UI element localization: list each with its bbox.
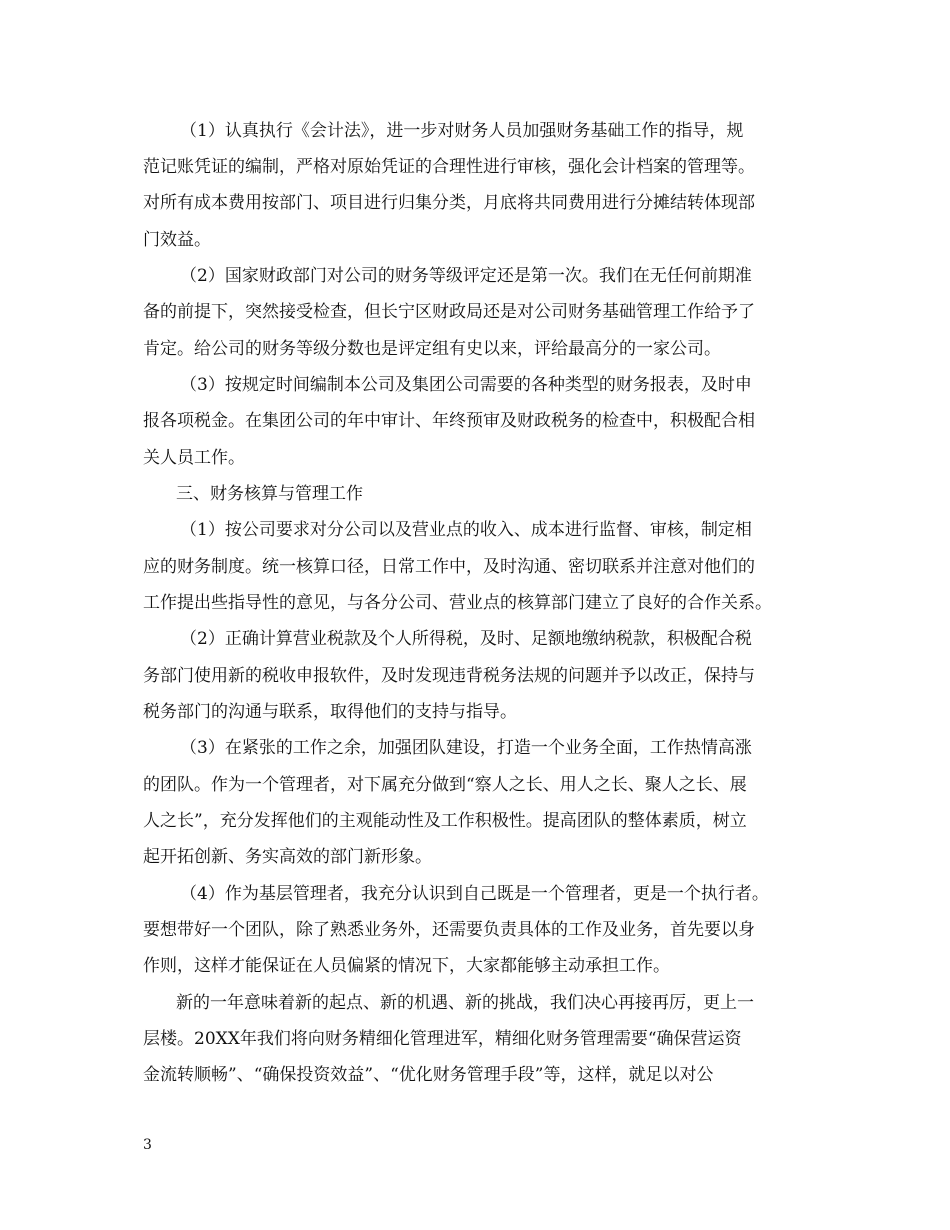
text-line: 门效益。	[143, 230, 211, 250]
text-line: （1）认真执行《会计法》，进一步对财务人员加强财务基础工作的指导，规	[180, 121, 744, 141]
text-line: 肯定。给公司的财务等级分数也是评定组有史以来，评给最高分的一家公司。	[143, 339, 721, 359]
text-line: （2）正确计算营业税款及个人所得税，及时、足额地缴纳税款，积极配合税	[180, 629, 752, 649]
text-line: 应的财务制度。统一核算口径，日常工作中，及时沟通、密切联系并注意对他们的	[143, 557, 755, 577]
text-line: （1）按公司要求对分公司以及营业点的收入、成本进行监督、审核，制定相	[180, 520, 752, 540]
text-line: 金流转顺畅”、“确保投资效益”、“优化财务管理手段”等，这样，就足以对公	[143, 1065, 714, 1085]
section-heading: 三、财务核算与管理工作	[176, 484, 363, 504]
text-line: 的团队。作为一个管理者，对下属充分做到“察人之长、用人之长、聚人之长、展	[143, 775, 747, 795]
text-line: 作则，这样才能保证在人员偏紧的情况下，大家都能够主动承担工作。	[143, 956, 670, 976]
text-line: （2）国家财政部门对公司的财务等级评定还是第一次。我们在无任何前期准	[180, 266, 752, 286]
text-line: 工作提出些指导性的意见，与各分公司、营业点的核算部门建立了良好的合作关系。	[143, 593, 772, 613]
text-line: 新的一年意味着新的起点、新的机遇、新的挑战，我们决心再接再厉，更上一	[176, 993, 754, 1013]
text-line: （3）在紧张的工作之余，加强团队建设，打造一个业务全面，工作热情高涨	[180, 738, 752, 758]
page-number: 3	[143, 1137, 152, 1153]
text-line: 备的前提下，突然接受检查，但长宁区财政局还是对公司财务基础管理工作给予了	[143, 302, 755, 322]
text-line: 人之长”，充分发挥他们的主观能动性及工作积极性。提高团队的整体素质，树立	[143, 811, 747, 831]
text-line: 税务部门的沟通与联系，取得他们的支持与指导。	[143, 702, 517, 722]
text-line: 对所有成本费用按部门、项目进行归集分类，月底将共同费用进行分摊结转体现部	[143, 193, 755, 213]
text-line: 层楼。20XX年我们将向财务精细化管理进军，精细化财务管理需要“确保营运资	[143, 1029, 742, 1049]
text-line: 要想带好一个团队，除了熟悉业务外，还需要负责具体的工作及业务，首先要以身	[143, 920, 755, 940]
text-line: 范记账凭证的编制，严格对原始凭证的合理性进行审核，强化会计档案的管理等。	[143, 157, 755, 177]
text-line: 务部门使用新的税收申报软件，及时发现违背税务法规的问题并予以改正，保持与	[143, 666, 755, 686]
text-line: 起开拓创新、务实高效的部门新形象。	[143, 847, 432, 867]
text-line: （4）作为基层管理者，我充分认识到自己既是一个管理者，更是一个执行者。	[180, 884, 769, 904]
text-line: 关人员工作。	[143, 448, 245, 468]
text-line: 报各项税金。在集团公司的年中审计、年终预审及财政税务的检查中，积极配合相	[143, 411, 755, 431]
text-line: （3）按规定时间编制本公司及集团公司需要的各种类型的财务报表，及时申	[180, 375, 752, 395]
